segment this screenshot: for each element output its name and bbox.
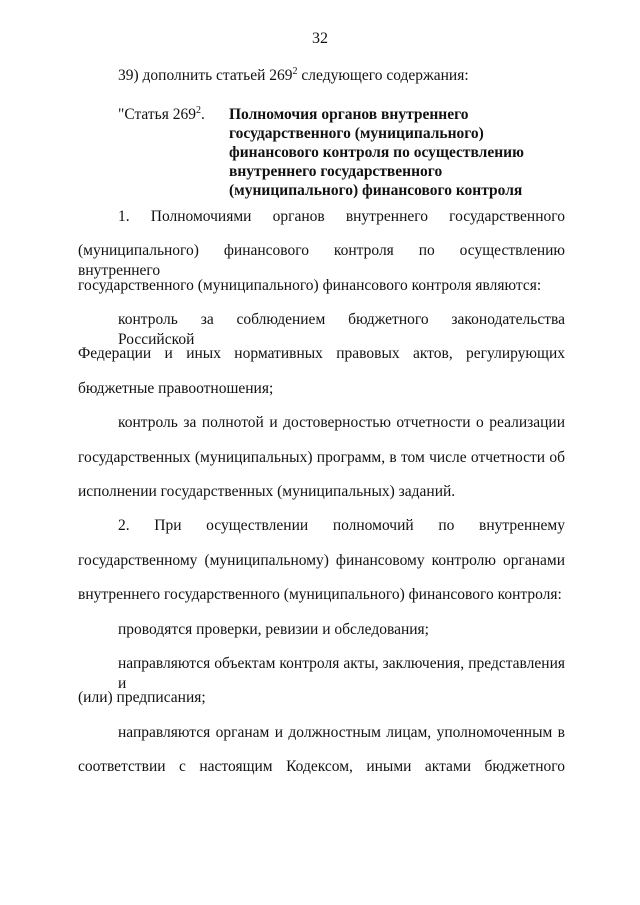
body-line: направляются объектам контроля акты, заключения, представления и bbox=[118, 655, 565, 692]
body-line: направляются органам и должностным лицам, уполномоченным в bbox=[118, 724, 565, 741]
body-line: контроль за соблюдением бюджетного законодательства Российской bbox=[118, 311, 565, 348]
body-line: государственного (муниципального) финансового контроля являются: bbox=[78, 277, 542, 294]
article-label-text: "Статья 269 bbox=[118, 106, 196, 123]
article-title-line: Полномочия органов внутреннего bbox=[229, 106, 469, 123]
body-line: контроль за полнотой и достоверностью отчетности о реализации bbox=[118, 414, 565, 431]
body-line: 2. При осуществлении полномочий по внутреннему bbox=[118, 517, 565, 534]
body-line: бюджетные правоотношения; bbox=[78, 380, 274, 397]
item-intro-text: 39) дополнить статьей 269 bbox=[118, 67, 293, 84]
body-line: (или) предписания; bbox=[78, 689, 206, 706]
body-line: Федерации и иных нормативных правовых актов, регулирующих bbox=[78, 345, 565, 362]
page-number: 32 bbox=[312, 30, 328, 47]
body-line: внутреннего государственного (муниципального) финансового контроля: bbox=[78, 586, 562, 603]
item-intro-sup: 2 bbox=[292, 65, 298, 77]
article-label-sup: 2 bbox=[196, 104, 201, 116]
article-title-line: государственного (муниципального) bbox=[229, 125, 484, 142]
article-title-line: финансового контроля по осуществлению bbox=[229, 144, 524, 161]
body-line: соответствии с настоящим Кодексом, иными актами бюджетного bbox=[78, 758, 565, 775]
body-line: 1. Полномочиями органов внутреннего государственного bbox=[118, 208, 565, 225]
item-intro bbox=[118, 66, 469, 86]
body-line: исполнении государственных (муниципальных) заданий. bbox=[78, 483, 456, 500]
body-line: (муниципального) финансового контроля по осуществлению внутреннего bbox=[78, 242, 565, 279]
body-line: государственному (муниципальному) финансовому контролю органами bbox=[78, 552, 565, 569]
item-intro-text-end: следующего содержания: bbox=[297, 67, 469, 84]
article-title-line: внутреннего государственного bbox=[229, 163, 443, 180]
article-label-dot: . bbox=[201, 106, 205, 123]
body-line: государственных (муниципальных) программ, в том числе отчетности об bbox=[78, 449, 565, 466]
article-label bbox=[118, 105, 205, 125]
body-line: проводятся проверки, ревизии и обследования; bbox=[118, 621, 429, 638]
article-title-line: (муниципального) финансового контроля bbox=[229, 182, 523, 199]
